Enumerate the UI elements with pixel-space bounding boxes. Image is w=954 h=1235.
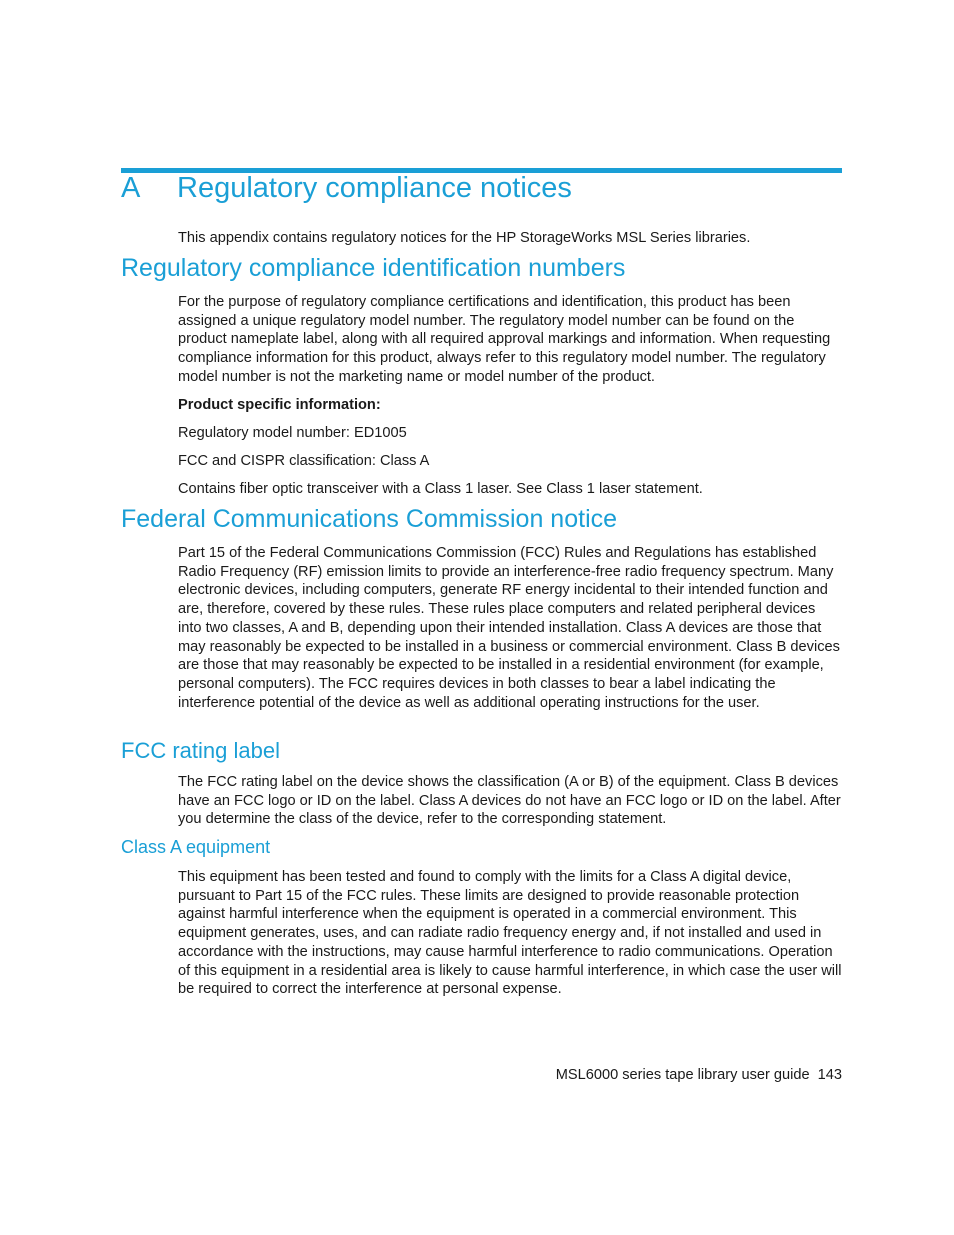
chapter-title [121, 172, 572, 205]
class-a-body: This equipment has been tested and found to comply with the limits for a Class A digital device, pursuant to Part 15 of the FCC rules. These limits are designed to provide reasonable protection against harmful interference when the equipment is operated in a commercial environment. This equipment generates, uses, and can radiate radio frequency energy and, if not installed and used in accordance with the instructions, may cause harmful interference to radio communications. Operation of this equipment in a residential area is likely to cause harmful interference, in which case the user will be required to correct the interference at personal expense. [178, 869, 842, 998]
chapter-title-text: Regulatory compliance notices [177, 172, 572, 204]
footer-guide-title: MSL6000 series tape library user guide [555, 1067, 810, 1083]
classification: FCC and CISPR classification: Class A [178, 453, 430, 469]
laser-note: Contains fiber optic transceiver with a Class 1 laser. See Class 1 laser statement. [178, 481, 703, 497]
fcc-rating-heading: FCC rating label [121, 738, 280, 763]
chapter-letter: A [121, 172, 141, 204]
fcc-notice-body: Part 15 of the Federal Communications Commission (FCC) Rules and Regulations has established Radio Frequency (RF) emission limits to provide an interference-free radio frequency spectrum. Many electronic devices, including computers, generate RF energy incidental to their intended function and are, therefore, covered by these rules. These rules place computers and related peripheral devices into two classes, A and B, depending upon their intended installation. Class A devices are those that may reasonably be expected to be installed in a business or commercial environment. Class B devices are those that may reasonably be expected to be installed in a residential environment (for example, personal computers). The FCC requires devices in both classes to bear a label indicating the interference potential of the device as well as additional operating instructions for the user. [178, 545, 840, 711]
model-number: Regulatory model number: ED1005 [178, 425, 407, 441]
product-info-label: Product specific information: [178, 397, 381, 413]
chapter-intro: This appendix contains regulatory notices for the HP StorageWorks MSL Series libraries. [178, 230, 751, 246]
fcc-rating-body: The FCC rating label on the device shows the classification (A or B) of the equipment. Class B devices have an FCC logo or ID on the label. Class A devices do not have an FCC logo or ID on the label. After you determine the class of the device, refer to the corresponding statement. [178, 774, 841, 828]
identification-heading: Regulatory compliance identification numbers [121, 254, 626, 282]
page-number: 143 [817, 1067, 842, 1083]
page-footer [556, 1067, 842, 1083]
class-a-heading: Class A equipment [121, 837, 271, 857]
fcc-notice-heading: Federal Communications Commission notice [121, 505, 618, 533]
identification-body: For the purpose of regulatory compliance certifications and identification, this product has been assigned a unique regulatory model number. The regulatory model number can be found on the product nameplate label, along with all required approval markings and information. When requesting compliance information for this product, always refer to this regulatory model number. The regulatory model number is not the marketing name or model number of the product. [178, 294, 831, 385]
